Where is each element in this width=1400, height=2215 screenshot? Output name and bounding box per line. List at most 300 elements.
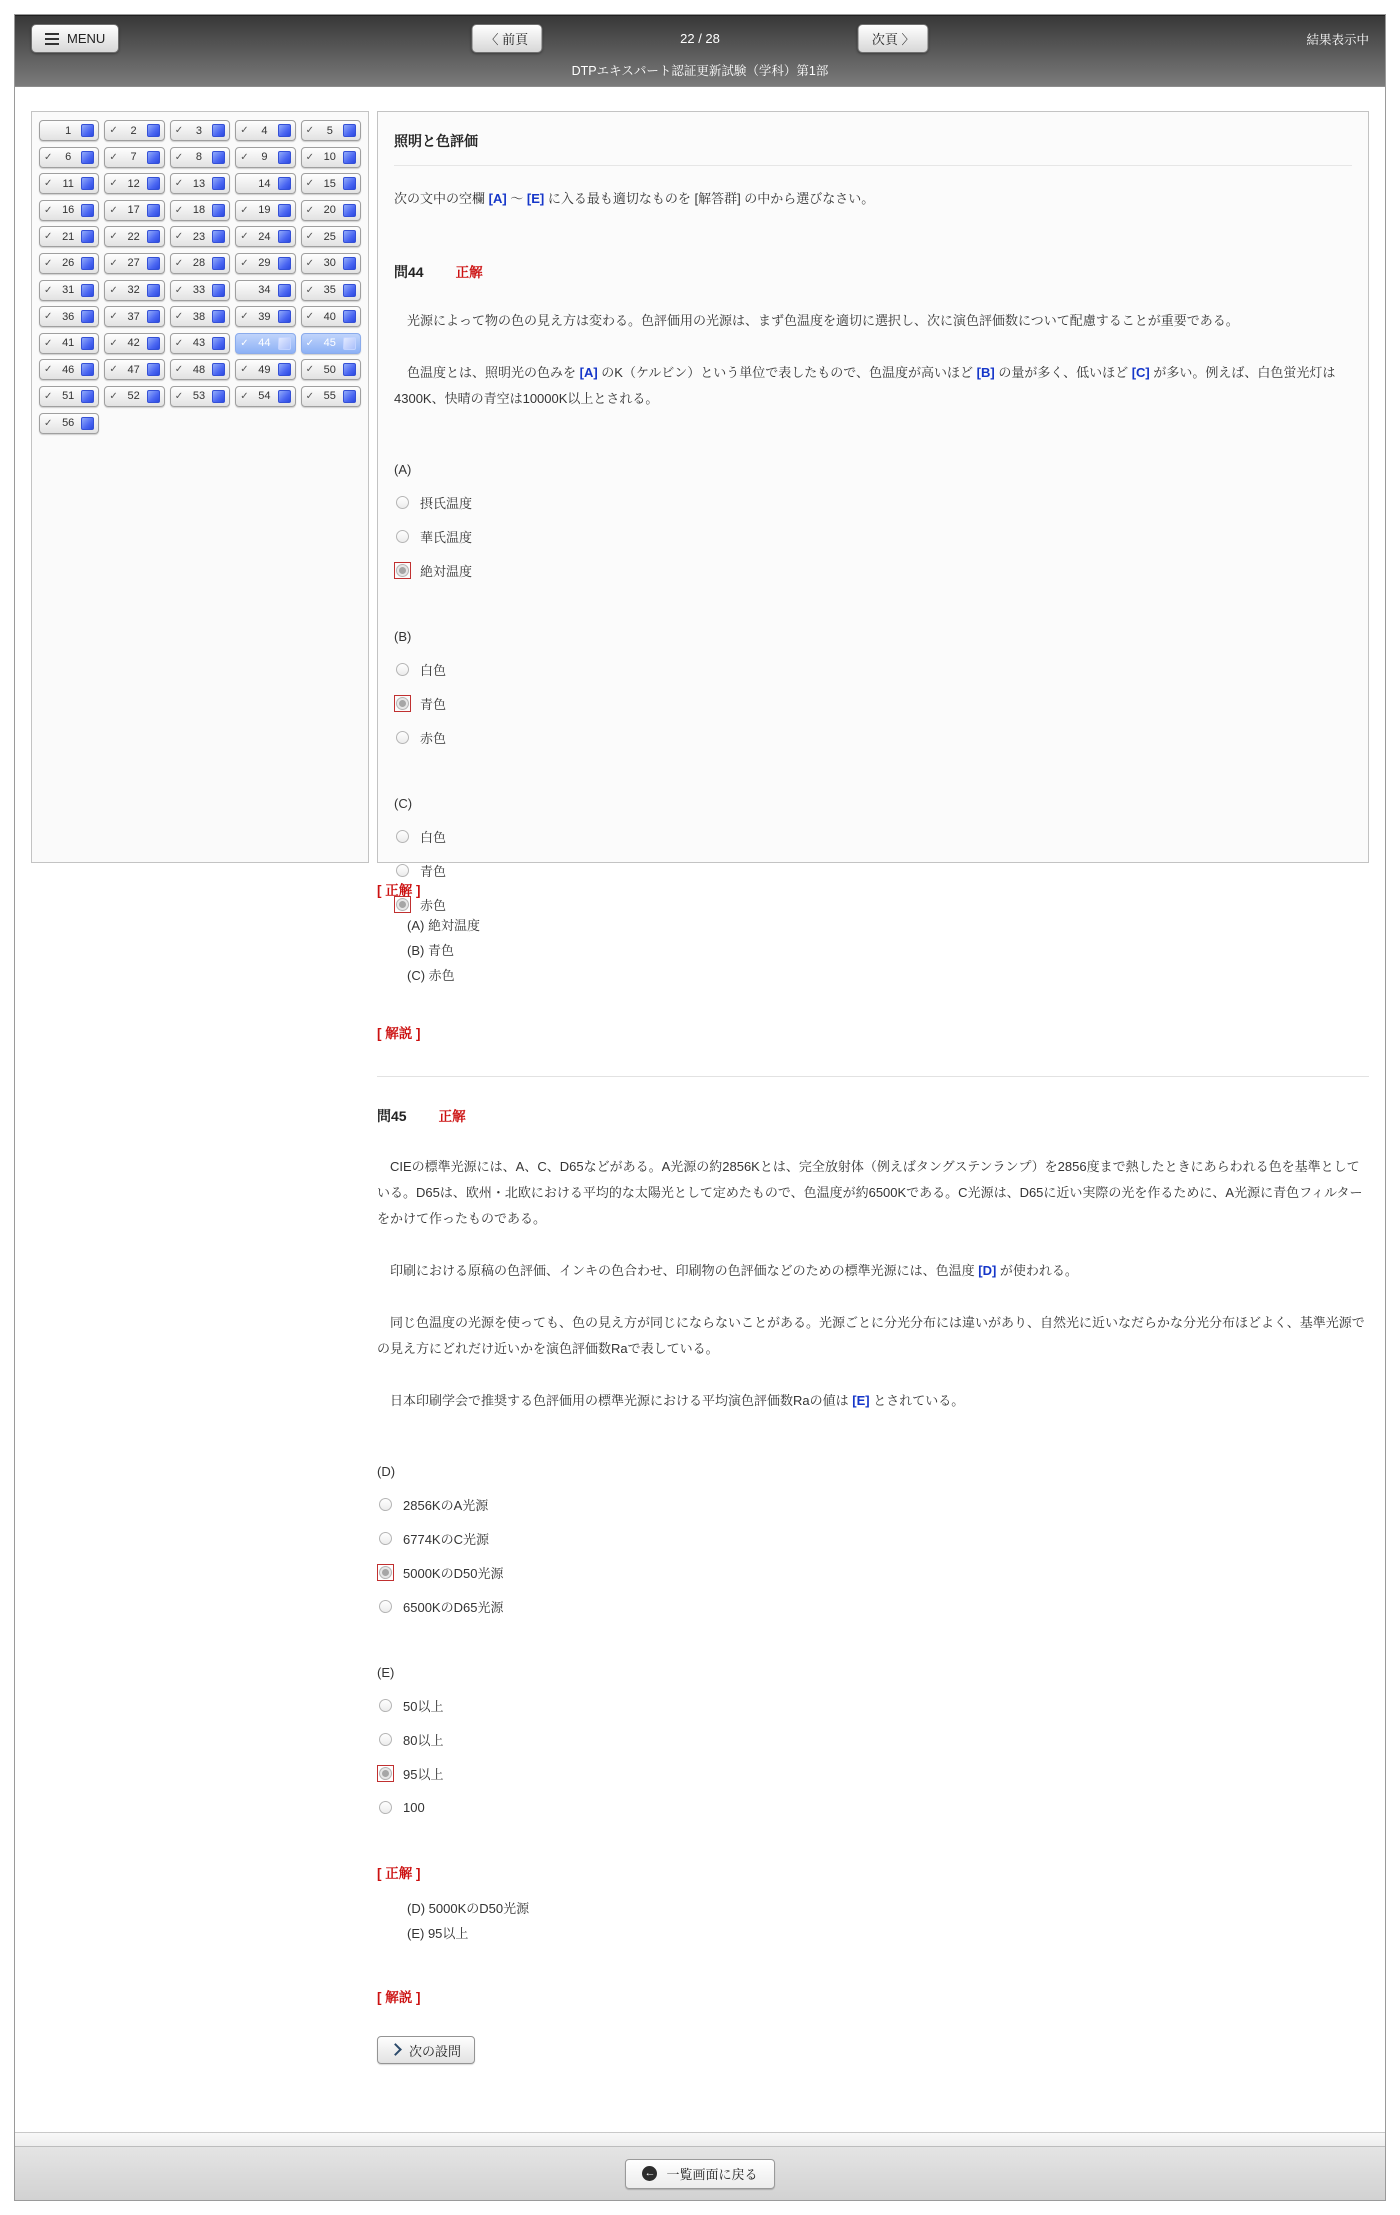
answered-flag-icon bbox=[212, 390, 225, 403]
check-icon: ✓ bbox=[109, 364, 118, 376]
question-nav-button-55[interactable] bbox=[301, 386, 361, 407]
question-number: 22 bbox=[127, 230, 140, 243]
question-nav-button-9[interactable] bbox=[235, 147, 295, 168]
question-nav-button-26[interactable] bbox=[39, 253, 99, 274]
answered-flag-icon bbox=[278, 310, 291, 323]
answer-option[interactable] bbox=[377, 1496, 1369, 1513]
answered-flag-icon bbox=[343, 230, 356, 243]
question-number: 51 bbox=[62, 390, 75, 403]
check-icon: ✓ bbox=[240, 364, 249, 376]
question-paragraph: 光源によって物の色の見え方は変わる。色評価用の光源は、まず色温度を適切に選択し、次に演色評価数について配慮することが重要である。 bbox=[394, 313, 1239, 328]
answer-option[interactable] bbox=[394, 661, 1352, 678]
question-nav-button-41[interactable] bbox=[39, 333, 99, 354]
answer-list bbox=[377, 913, 1369, 988]
question-nav-button-4[interactable] bbox=[235, 120, 295, 141]
question-number-label: 問45 bbox=[377, 1108, 407, 1124]
answered-flag-icon bbox=[147, 337, 160, 350]
question-nav-button-39[interactable] bbox=[235, 306, 295, 327]
answered-flag-icon bbox=[212, 230, 225, 243]
question-number: 31 bbox=[62, 284, 75, 297]
check-icon: ✓ bbox=[240, 151, 249, 163]
question-number: 41 bbox=[62, 337, 75, 350]
answer-option[interactable] bbox=[377, 1530, 1369, 1547]
question-nav-button-40[interactable] bbox=[301, 306, 361, 327]
question-number: 38 bbox=[192, 310, 206, 323]
blank-token: [B] bbox=[976, 365, 995, 380]
question-number: 1 bbox=[65, 124, 72, 137]
blank-token: [E] bbox=[526, 191, 545, 206]
answer-option[interactable] bbox=[377, 1697, 1369, 1714]
question-number: 30 bbox=[323, 257, 336, 270]
question-number: 26 bbox=[62, 257, 75, 270]
question-number: 46 bbox=[62, 363, 75, 376]
radio-selected-icon[interactable] bbox=[394, 562, 411, 579]
next-question-button[interactable] bbox=[377, 2036, 475, 2064]
answer-option[interactable] bbox=[394, 562, 1352, 579]
check-icon: ✓ bbox=[305, 178, 314, 190]
radio-icon[interactable] bbox=[394, 494, 411, 511]
check-icon: ✓ bbox=[305, 125, 314, 136]
question-nav-button-54[interactable] bbox=[235, 386, 295, 407]
correct-answer-heading: [ 正解 ] bbox=[377, 883, 421, 898]
question-nav-button-56[interactable] bbox=[39, 413, 99, 434]
radio-circle bbox=[379, 1566, 392, 1579]
answered-flag-icon bbox=[81, 337, 94, 350]
radio-icon[interactable] bbox=[394, 828, 411, 845]
answer-group-label: (A) bbox=[394, 462, 412, 477]
question-45-header bbox=[377, 1105, 1369, 1126]
answered-flag-icon bbox=[212, 204, 225, 217]
check-icon: ✓ bbox=[109, 204, 118, 216]
question-nav-button-48[interactable] bbox=[170, 359, 230, 380]
question-nav-button-32[interactable] bbox=[104, 280, 164, 301]
question-number: 18 bbox=[192, 204, 206, 217]
answer-option[interactable] bbox=[377, 1731, 1369, 1748]
check-icon: ✓ bbox=[305, 364, 314, 376]
footer-spacer bbox=[15, 2133, 1385, 2146]
question-number: 7 bbox=[130, 151, 137, 164]
radio-icon[interactable] bbox=[377, 1731, 394, 1748]
question-number: 35 bbox=[323, 284, 336, 297]
answer-line: (A) 絶対温度 bbox=[407, 918, 480, 933]
correct-status-badge: 正解 bbox=[455, 265, 483, 280]
check-icon: ✓ bbox=[44, 151, 53, 163]
radio-circle bbox=[396, 731, 409, 744]
question-nav-button-18[interactable] bbox=[170, 200, 230, 221]
check-icon: ✓ bbox=[240, 257, 249, 269]
hamburger-icon bbox=[45, 33, 59, 45]
answer-option[interactable] bbox=[377, 1765, 1369, 1782]
content-area bbox=[15, 87, 1385, 2133]
answered-flag-icon bbox=[278, 151, 291, 164]
option-label: 5000KのD50光源 bbox=[403, 1566, 504, 1581]
question-number: 12 bbox=[127, 177, 140, 190]
answer-list bbox=[377, 1896, 1369, 1946]
answered-flag-icon bbox=[278, 363, 291, 376]
question-nav-button-50[interactable] bbox=[301, 359, 361, 380]
question-number: 4 bbox=[261, 124, 268, 137]
answered-flag-icon bbox=[212, 284, 225, 297]
menu-button-label: MENU bbox=[67, 31, 106, 46]
check-icon: ✓ bbox=[305, 257, 314, 269]
back-arrow-icon: ← bbox=[644, 2167, 656, 2179]
radio-icon[interactable] bbox=[377, 1697, 394, 1714]
explanation-heading: [ 解説 ] bbox=[377, 1026, 421, 1041]
radio-circle bbox=[396, 663, 409, 676]
check-icon: ✓ bbox=[240, 337, 249, 349]
radio-circle bbox=[379, 1498, 392, 1511]
question-nav-button-2[interactable] bbox=[104, 120, 164, 141]
question-paragraph: 印刷における原稿の色評価、インキの色合わせ、印刷物の色評価などのための標準光源には、色温度 [D] が使われる。 bbox=[377, 1263, 1078, 1278]
answered-flag-icon bbox=[278, 204, 291, 217]
question-nav-button-42[interactable] bbox=[104, 333, 164, 354]
radio-circle bbox=[396, 830, 409, 843]
answered-flag-icon bbox=[278, 390, 291, 403]
answer-option[interactable] bbox=[377, 1799, 1369, 1816]
question-number: 45 bbox=[323, 337, 336, 350]
question-number: 44 bbox=[258, 337, 271, 350]
question-nav-button-8[interactable] bbox=[170, 147, 230, 168]
answered-flag-icon bbox=[278, 257, 291, 270]
answered-flag-icon bbox=[212, 177, 225, 190]
check-icon: ✓ bbox=[109, 390, 118, 402]
option-label: 青色 bbox=[420, 697, 447, 712]
option-label: 100 bbox=[403, 1800, 425, 1815]
option-label: 赤色 bbox=[420, 731, 447, 746]
back-to-list-label: 一覧画面に戻る bbox=[666, 2167, 758, 2182]
blank-token: [D] bbox=[978, 1263, 997, 1278]
option-label: 赤色 bbox=[420, 898, 447, 913]
check-icon: ✓ bbox=[240, 390, 249, 402]
radio-icon[interactable] bbox=[394, 528, 411, 545]
check-icon: ✓ bbox=[109, 178, 118, 190]
question-number: 15 bbox=[323, 177, 336, 190]
question-number: 3 bbox=[195, 124, 203, 137]
option-label: 6500KのD65光源 bbox=[403, 1600, 504, 1615]
question-paragraph: CIEの標準光源には、A、C、D65などがある。A光源の約2856Kとは、完全放射体（例えばタングステンランプ）を2856度まで熱したときにあらわれる色を基準としている。D65は、欧州・北欧における平均的な太陽光として定めたもので、色温度が約6500Kである。C光源は、D65に近い実際の光を作るために、A光源に青色フィルターをかけて作ったものである。 bbox=[377, 1159, 1363, 1226]
answered-flag-icon bbox=[212, 257, 225, 270]
check-icon: ✓ bbox=[44, 364, 53, 376]
question-number: 13 bbox=[192, 177, 206, 190]
answered-flag-icon bbox=[81, 417, 94, 430]
question-nav-button-28[interactable] bbox=[170, 253, 230, 274]
radio-circle bbox=[379, 1767, 392, 1780]
answer-option[interactable] bbox=[377, 1598, 1369, 1615]
answer-group-e bbox=[377, 1665, 1369, 1816]
check-icon: ✓ bbox=[240, 204, 249, 216]
question-nav-button-31[interactable] bbox=[39, 280, 99, 301]
question-nav-button-45[interactable] bbox=[301, 333, 361, 354]
check-icon: ✓ bbox=[109, 257, 118, 269]
answer-group-label: (B) bbox=[394, 629, 412, 644]
question-nav-button-17[interactable] bbox=[104, 200, 164, 221]
radio-selected-icon[interactable] bbox=[394, 695, 411, 712]
check-icon: ✓ bbox=[305, 337, 314, 349]
answered-flag-icon bbox=[343, 124, 356, 137]
question-nav-button-22[interactable] bbox=[104, 226, 164, 247]
radio-circle bbox=[396, 564, 409, 577]
section-divider bbox=[377, 1076, 1369, 1077]
question-nav-button-20[interactable] bbox=[301, 200, 361, 221]
question-number: 5 bbox=[326, 124, 333, 137]
section-title: 照明と色評価 bbox=[394, 126, 1352, 166]
check-icon: ✓ bbox=[174, 337, 184, 349]
option-label: 摂氏温度 bbox=[420, 496, 473, 511]
next-question-label: 次の設問 bbox=[409, 2043, 462, 2059]
question-nav-button-19[interactable] bbox=[235, 200, 295, 221]
exam-title: DTPエキスパート認証更新試験（学科）第1部 bbox=[571, 64, 829, 78]
check-icon: ✓ bbox=[109, 337, 118, 349]
answered-flag-icon bbox=[81, 363, 94, 376]
radio-icon[interactable] bbox=[377, 1799, 394, 1816]
check-icon: ✓ bbox=[174, 284, 184, 296]
option-label: 2856KのA光源 bbox=[403, 1498, 489, 1513]
answered-flag-icon bbox=[343, 337, 356, 350]
question-number: 14 bbox=[258, 177, 271, 190]
answered-flag-icon bbox=[147, 310, 160, 323]
question-number: 40 bbox=[323, 310, 336, 323]
page-container bbox=[14, 14, 1386, 2201]
answered-flag-icon bbox=[81, 257, 94, 270]
question-nav-button-7[interactable] bbox=[104, 147, 164, 168]
question-paragraph: 日本印刷学会で推奨する色評価用の標準光源における平均演色評価数Raの値は [E] とされている。 bbox=[377, 1393, 965, 1408]
radio-icon[interactable] bbox=[377, 1530, 394, 1547]
check-icon: ✓ bbox=[174, 311, 184, 323]
check-icon: ✓ bbox=[109, 231, 118, 243]
page-indicator: 22 / 28 bbox=[680, 31, 720, 46]
question-nav-button-12[interactable] bbox=[104, 173, 164, 194]
check-icon: ✓ bbox=[44, 231, 53, 243]
question-number: 56 bbox=[62, 417, 75, 430]
answer-group-label: (C) bbox=[394, 796, 413, 811]
question-paragraph: 同じ色温度の光源を使っても、色の見え方が同じにならないことがある。光源ごとに分光分布には違いがあり、自然光に近いなだらかな分光分布ほどよく、基準光源での見え方にどれだけ近いかを演色評価数Raで表している。 bbox=[377, 1315, 1365, 1356]
check-icon: ✓ bbox=[44, 417, 53, 429]
answer-option[interactable] bbox=[394, 494, 1352, 511]
question-nav-button-37[interactable] bbox=[104, 306, 164, 327]
option-label: 華氏温度 bbox=[420, 530, 473, 545]
answered-flag-icon bbox=[212, 363, 225, 376]
check-icon: ✓ bbox=[44, 257, 53, 269]
radio-icon[interactable] bbox=[377, 1496, 394, 1513]
question-nav-panel bbox=[31, 111, 369, 863]
question-nav-button-6[interactable] bbox=[39, 147, 99, 168]
question-nav-button-34[interactable] bbox=[235, 280, 295, 301]
question-nav-button-10[interactable] bbox=[301, 147, 361, 168]
question-number-label: 問44 bbox=[394, 264, 424, 280]
answered-flag-icon bbox=[343, 363, 356, 376]
question-number: 2 bbox=[130, 124, 137, 137]
question-nav-button-21[interactable] bbox=[39, 226, 99, 247]
question-number: 19 bbox=[258, 204, 271, 217]
page-navigation bbox=[471, 24, 928, 53]
radio-circle bbox=[379, 1801, 392, 1814]
answered-flag-icon bbox=[278, 284, 291, 297]
answered-flag-icon bbox=[212, 337, 225, 350]
question-number: 49 bbox=[258, 363, 271, 376]
check-icon: ✓ bbox=[305, 311, 314, 323]
check-icon: ✓ bbox=[44, 204, 53, 216]
check-icon: ✓ bbox=[109, 125, 118, 136]
question-nav-button-5[interactable] bbox=[301, 120, 361, 141]
answered-flag-icon bbox=[147, 230, 160, 243]
blank-token: [A] bbox=[579, 365, 598, 380]
check-icon: ✓ bbox=[240, 231, 249, 243]
question-nav-button-23[interactable] bbox=[170, 226, 230, 247]
radio-selected-icon[interactable] bbox=[377, 1765, 394, 1782]
answered-flag-icon bbox=[81, 204, 94, 217]
question-nav-button-24[interactable] bbox=[235, 226, 295, 247]
answer-option[interactable] bbox=[394, 528, 1352, 545]
option-label: 青色 bbox=[420, 864, 447, 879]
question-nav-button-11[interactable] bbox=[39, 173, 99, 194]
question-number: 33 bbox=[192, 284, 206, 297]
answer-option[interactable] bbox=[394, 695, 1352, 712]
answered-flag-icon bbox=[81, 230, 94, 243]
previous-page-button[interactable]: 〈 前頁 bbox=[471, 24, 542, 53]
answer-line: (B) 青色 bbox=[407, 943, 454, 958]
question-nav-button-1[interactable] bbox=[39, 120, 99, 141]
question-nav-button-53[interactable] bbox=[170, 386, 230, 407]
question-nav-button-35[interactable] bbox=[301, 280, 361, 301]
answered-flag-icon bbox=[81, 177, 94, 190]
question-number: 48 bbox=[192, 363, 206, 376]
question-number: 20 bbox=[323, 204, 336, 217]
check-icon: ✓ bbox=[109, 284, 118, 296]
check-icon: ✓ bbox=[174, 178, 184, 190]
radio-circle bbox=[396, 530, 409, 543]
question-nav-button-33[interactable] bbox=[170, 280, 230, 301]
answered-flag-icon bbox=[147, 177, 160, 190]
question-nav-button-14[interactable] bbox=[235, 173, 295, 194]
radio-selected-icon[interactable] bbox=[377, 1564, 394, 1581]
radio-circle bbox=[379, 1699, 392, 1712]
instruction-text: 次の文中の空欄 [A] ～ [E] に入る最も適切なものを [解答群] の中から選びなさい。 bbox=[394, 191, 875, 206]
answer-option[interactable] bbox=[394, 862, 1352, 879]
question-nav-button-15[interactable] bbox=[301, 173, 361, 194]
answer-option[interactable] bbox=[394, 828, 1352, 845]
check-icon: ✓ bbox=[240, 125, 249, 136]
check-icon: ✓ bbox=[240, 311, 249, 323]
menu-button[interactable] bbox=[31, 24, 119, 53]
question-number: 8 bbox=[195, 151, 203, 164]
question-paragraph: 色温度とは、照明光の色みを [A] のK（ケルビン）という単位で表したもので、色温度が高いほど [B] の量が多く、低いほど [C] が多い。例えば、白色蛍光灯は4300K、快晴の青空は10000K以上とされる。 bbox=[394, 365, 1336, 406]
results-status-label: 結果表示中 bbox=[1306, 32, 1369, 47]
next-page-button[interactable]: 次頁 〉 bbox=[858, 24, 929, 53]
question-number: 43 bbox=[192, 337, 206, 350]
answered-flag-icon bbox=[278, 177, 291, 190]
radio-icon[interactable] bbox=[394, 661, 411, 678]
top-bar bbox=[15, 15, 1385, 87]
answered-flag-icon bbox=[147, 257, 160, 270]
check-icon: ✓ bbox=[44, 178, 53, 190]
question-number: 9 bbox=[261, 151, 268, 164]
answer-option[interactable] bbox=[377, 1564, 1369, 1581]
footer-bar bbox=[15, 2146, 1385, 2200]
question-number: 24 bbox=[258, 230, 271, 243]
radio-circle bbox=[396, 496, 409, 509]
radio-icon[interactable] bbox=[394, 729, 411, 746]
question-nav-button-27[interactable] bbox=[104, 253, 164, 274]
question-number: 37 bbox=[127, 310, 140, 323]
answer-group-label: (E) bbox=[377, 1665, 395, 1680]
check-icon: ✓ bbox=[305, 231, 314, 243]
answered-flag-icon bbox=[212, 124, 225, 137]
radio-circle bbox=[396, 898, 409, 911]
question-number: 32 bbox=[127, 284, 140, 297]
question-number: 47 bbox=[127, 363, 140, 376]
question-nav-button-25[interactable] bbox=[301, 226, 361, 247]
question-nav-button-44[interactable] bbox=[235, 333, 295, 354]
question-number: 11 bbox=[62, 177, 74, 190]
question-nav-button-13[interactable] bbox=[170, 173, 230, 194]
top-bar-row bbox=[31, 23, 1369, 54]
question-44-header bbox=[394, 261, 1352, 282]
radio-circle bbox=[379, 1532, 392, 1545]
question-nav-grid bbox=[39, 120, 361, 434]
radio-circle bbox=[396, 697, 409, 710]
check-icon: ✓ bbox=[305, 284, 314, 296]
answer-option[interactable] bbox=[394, 896, 1352, 913]
blank-token: [E] bbox=[852, 1393, 870, 1408]
answer-group-label: (D) bbox=[377, 1464, 396, 1479]
question-nav-button-30[interactable] bbox=[301, 253, 361, 274]
check-icon: ✓ bbox=[305, 151, 314, 163]
answered-flag-icon bbox=[343, 151, 356, 164]
question-nav-button-3[interactable] bbox=[170, 120, 230, 141]
question-number: 55 bbox=[323, 390, 336, 403]
answer-option[interactable] bbox=[394, 729, 1352, 746]
question-nav-button-43[interactable] bbox=[170, 333, 230, 354]
answered-flag-icon bbox=[343, 177, 356, 190]
radio-circle bbox=[379, 1733, 392, 1746]
answered-flag-icon bbox=[343, 390, 356, 403]
question-nav-button-49[interactable] bbox=[235, 359, 295, 380]
blank-token: [A] bbox=[488, 191, 507, 206]
question-nav-button-46[interactable] bbox=[39, 359, 99, 380]
check-icon: ✓ bbox=[109, 311, 118, 323]
answer-line: (D) 5000KのD50光源 bbox=[407, 1901, 530, 1916]
answered-flag-icon bbox=[343, 257, 356, 270]
answered-flag-icon bbox=[343, 284, 356, 297]
answered-flag-icon bbox=[81, 310, 94, 323]
question-nav-button-16[interactable] bbox=[39, 200, 99, 221]
check-icon: ✓ bbox=[44, 284, 53, 296]
question-number: 16 bbox=[62, 204, 75, 217]
question-nav-button-38[interactable] bbox=[170, 306, 230, 327]
question-nav-button-36[interactable] bbox=[39, 306, 99, 327]
radio-icon[interactable] bbox=[377, 1598, 394, 1615]
question-number: 53 bbox=[192, 390, 206, 403]
question-nav-button-29[interactable] bbox=[235, 253, 295, 274]
check-icon: ✓ bbox=[174, 231, 184, 243]
question-nav-button-47[interactable] bbox=[104, 359, 164, 380]
answered-flag-icon bbox=[278, 124, 291, 137]
check-icon: ✓ bbox=[174, 125, 184, 136]
question-nav-button-51[interactable] bbox=[39, 386, 99, 407]
question-nav-button-52[interactable] bbox=[104, 386, 164, 407]
check-icon: ✓ bbox=[44, 390, 53, 402]
answered-flag-icon bbox=[147, 284, 160, 297]
back-to-list-button[interactable] bbox=[625, 2159, 774, 2189]
answered-flag-icon bbox=[81, 390, 94, 403]
radio-icon[interactable] bbox=[394, 862, 411, 879]
answered-flag-icon bbox=[147, 390, 160, 403]
answered-flag-icon bbox=[81, 151, 94, 164]
question-number: 39 bbox=[258, 310, 271, 323]
correct-answer-heading: [ 正解 ] bbox=[377, 1866, 421, 1881]
check-icon: ✓ bbox=[174, 390, 184, 402]
check-icon: ✓ bbox=[174, 151, 184, 163]
